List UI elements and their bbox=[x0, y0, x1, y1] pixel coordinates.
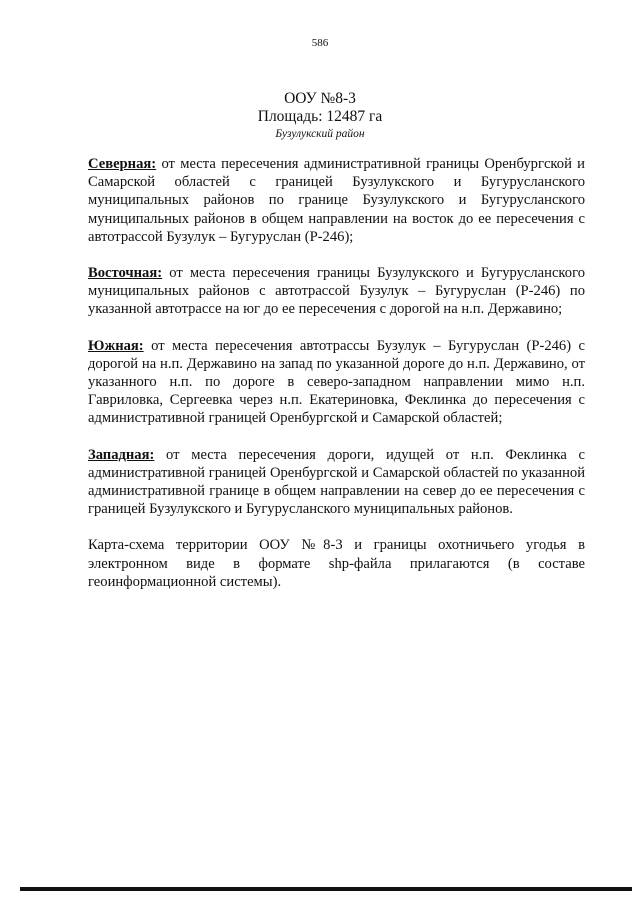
boundary-description bbox=[88, 155, 585, 609]
area-line: Площадь: 12487 га bbox=[257, 108, 383, 125]
boundary-north-label: Северная: bbox=[88, 156, 157, 172]
boundary-south bbox=[88, 337, 585, 428]
boundary-south-text: от места пересечения автотрассы Бузулук – Бугуруслан (Р-246) с дорогой на н.п. Державино на запад по указанной дороге до н.п. Державино, от указанного н.п. по дороге в северо-западном направлении мимо н.п. Гавриловка, Сергеевка через н.п. Екатериновка, Феклинка до пересечения с административной границей Оренбургской и Самарской областей; bbox=[88, 337, 585, 427]
district-name: Бузулукский район bbox=[275, 128, 365, 140]
page-number: 586 bbox=[311, 37, 329, 49]
bottom-divider bbox=[20, 887, 632, 891]
boundary-west-text: от места пересечения дороги, идущей от н.п. Феклинка с административной границей Оренбургской и Самарской областей по указанной административной границе в общем направлении на север до ее пересечения с границей Бузулукского и Бугурусланского муниципальных районов. bbox=[88, 446, 585, 518]
document-header bbox=[0, 90, 640, 142]
document-title: ООУ №8-3 bbox=[284, 90, 356, 107]
boundary-east-text: от места пересечения границы Бузулукского и Бугурусланского муниципальных районов с автотрассой Бузулук – Бугуруслан (Р-246) по указанной автотрассе на юг до ее пересечения с дорогой на н.п. Державино; bbox=[88, 265, 585, 318]
boundary-west-label: Западная: bbox=[88, 446, 155, 463]
boundary-north-text: от места пересечения административной границы Оренбургской и Самарской областей с границей Бузулукского и Бугурусланского муниципальных районов по границе Бузулукского и Бугурусланского муниципальных районов в общем направлении на восток до ее пересечения с автотрассой Бузулук – Бугуруслан (Р-246); bbox=[88, 156, 585, 245]
boundary-north bbox=[88, 155, 585, 246]
boundary-east bbox=[88, 264, 585, 319]
boundary-west bbox=[88, 446, 585, 519]
closing-paragraph: Карта-схема территории ООУ №8-3 и границы охотничьего угодья в электронном виде в формате shp-файла прилагаются (в составе геоинформационной системы). bbox=[88, 537, 585, 590]
boundary-south-label: Южная: bbox=[88, 337, 144, 354]
boundary-east-label: Восточная: bbox=[88, 265, 163, 282]
